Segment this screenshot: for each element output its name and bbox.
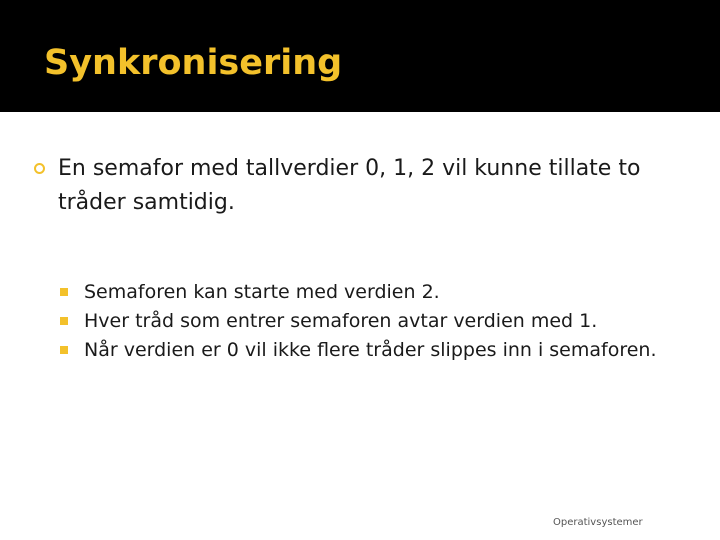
- sub-bullet-text: Semaforen kan starte med verdien 2.: [84, 281, 440, 303]
- square-bullet-icon: [60, 346, 68, 354]
- hollow-circle-bullet-icon: [34, 163, 45, 174]
- sub-bullet-item: [60, 307, 674, 336]
- slide-title: Synkronisering: [44, 43, 343, 83]
- bullet-item: [34, 152, 674, 220]
- sub-bullet-text: Når verdien er 0 vil ikke flere tråder slippes inn i semaforen.: [84, 339, 657, 361]
- title-bar: [0, 0, 720, 112]
- square-bullet-icon: [60, 288, 68, 296]
- bullet-text: En semafor med tallverdier 0, 1, 2 vil kunne tillate to tråder samtidig.: [58, 156, 641, 215]
- slide-footer: Operativsystemer: [553, 517, 643, 528]
- square-bullet-icon: [60, 317, 68, 325]
- sub-bullet-text: Hver tråd som entrer semaforen avtar verdien med 1.: [84, 310, 598, 332]
- sub-bullet-list: [34, 278, 674, 365]
- sub-bullet-item: [60, 336, 674, 365]
- sub-bullet-item: [60, 278, 674, 307]
- slide-body: [34, 152, 674, 365]
